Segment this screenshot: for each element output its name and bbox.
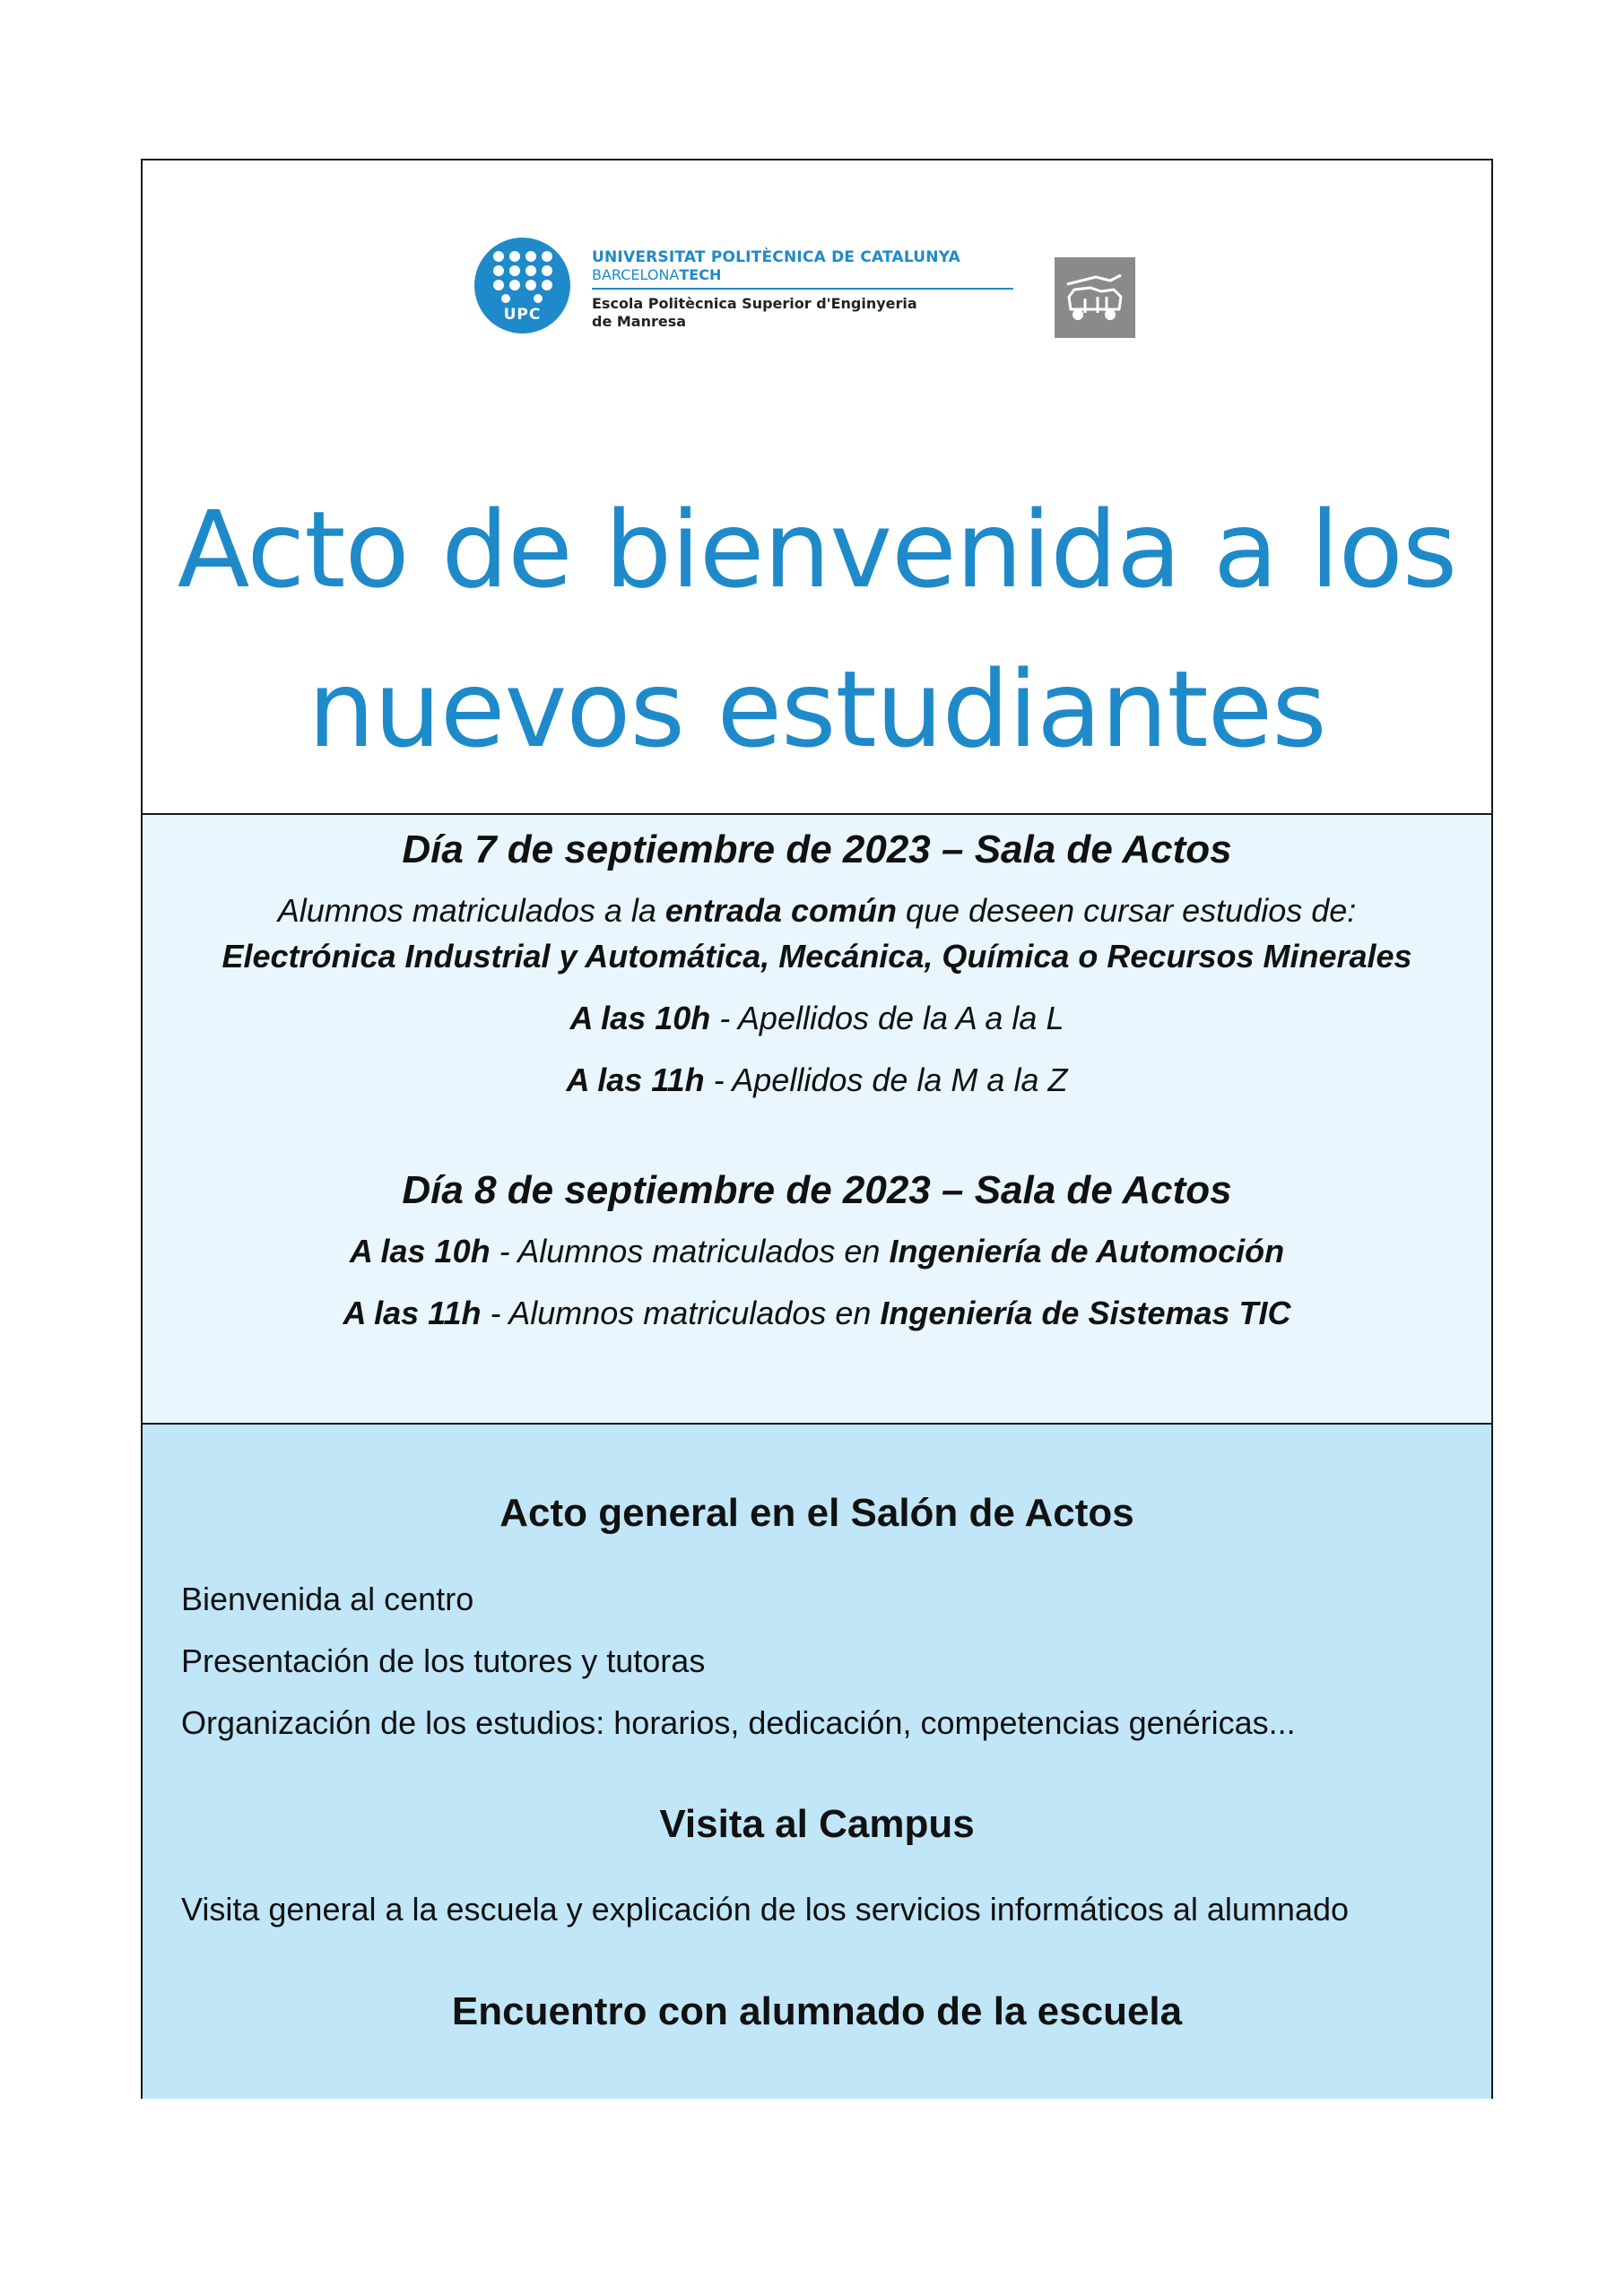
day1-slot-1: A las 10h - Apellidos de la A a la L <box>569 1000 1064 1036</box>
general-item: Bienvenida al centro <box>181 1581 474 1617</box>
wordmark-divider <box>592 288 1013 290</box>
upc-logo-icon <box>474 238 570 334</box>
campus-visit-heading: Visita al Campus <box>659 1802 975 1846</box>
day1-heading: Día 7 de septiembre de 2023 – Sala de Actos <box>402 827 1232 871</box>
title-line-2: nuevos estudiantes <box>308 647 1326 771</box>
title-line-1: Acto de bienvenida a los <box>177 488 1457 611</box>
day2-heading: Día 8 de septiembre de 2023 – Sala de Actos <box>402 1168 1232 1212</box>
general-act-heading: Acto general en el Salón de Actos <box>499 1491 1134 1535</box>
general-item: Presentación de los tutores y tutoras <box>181 1642 706 1679</box>
student-meeting-heading: Encuentro con alumnado de la escuela <box>451 1989 1183 2033</box>
day2-slot-1: A las 10h - Alumnos matriculados en Ingeniería de Automoción <box>349 1233 1285 1269</box>
general-item: Organización de los estudios: horarios, dedicación, competencias genéricas... <box>181 1704 1296 1741</box>
barcelona-tech: BARCELONATECH <box>592 266 722 283</box>
campus-visit-text: Visita general a la escuela y explicación de los servicios informáticos al alumnado <box>181 1891 1350 1928</box>
university-wordmark <box>592 248 1013 331</box>
university-name: UNIVERSITAT POLITÈCNICA DE CATALUNYA <box>592 248 960 266</box>
epsem-logo-icon <box>1055 257 1135 338</box>
program-section <box>143 1425 1491 2099</box>
upc-logo-text: UPC <box>503 306 542 324</box>
school-name-line1: Escola Politècnica Superior d'Enginyeria <box>592 295 917 312</box>
header-section <box>143 160 1491 815</box>
day1-programs: Electrónica Industrial y Automática, Mecánica, Química o Recursos Minerales <box>221 938 1412 975</box>
day1-slot-2: A las 11h - Apellidos de la M a la Z <box>566 1061 1068 1098</box>
page-title <box>143 470 1491 789</box>
school-name-line2: de Manresa <box>592 313 687 330</box>
poster <box>141 159 1493 2099</box>
day2-slot-2: A las 11h - Alumnos matriculados en Ingeniería de Sistemas TIC <box>343 1295 1291 1331</box>
schedule-section <box>143 815 1491 1425</box>
day1-intro: Alumnos matriculados a la entrada común que deseen cursar estudios de: <box>277 892 1357 929</box>
